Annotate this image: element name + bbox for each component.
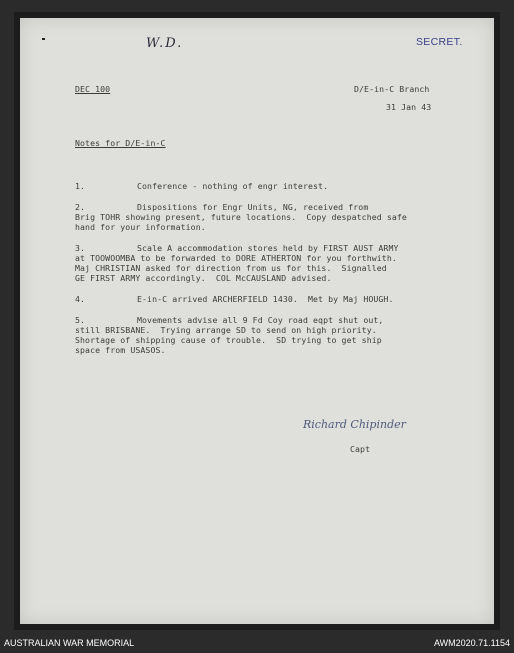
item-number: 5.: [75, 315, 86, 325]
item-line: hand for your information.: [75, 222, 206, 232]
footer-institution: AUSTRALIAN WAR MEMORIAL: [4, 638, 135, 648]
document-date: 31 Jan 43: [386, 102, 432, 112]
footer-accession-number: AWM2020.71.1154: [433, 638, 510, 648]
item-line: E-in-C arrived ARCHERFIELD 1430. Met by Maj HOUGH.: [137, 294, 394, 304]
item-number: 4.: [75, 294, 86, 304]
document-page: [20, 18, 494, 624]
item-number: 2.: [75, 202, 86, 212]
item-number: 3.: [75, 243, 86, 253]
item-line: still BRISBANE. Trying arrange SD to send on high priority.: [75, 325, 377, 335]
item-line: Movements advise all 9 Fd Coy road eqpt shut out,: [137, 315, 384, 325]
item-line: Scale A accommodation stores held by FIRST AUST ARMY: [137, 243, 399, 253]
item-line: Maj CHRISTIAN asked for direction from us for this. Signalled: [75, 263, 387, 273]
notes-title: Notes for D/E-in-C: [75, 138, 166, 148]
secret-stamp: SECRET.: [416, 36, 463, 48]
handwritten-signature: Richard Chipinder: [303, 418, 406, 431]
branch-heading: D/E-in-C Branch: [354, 84, 430, 94]
item-line: Conference - nothing of engr interest.: [137, 181, 329, 191]
punch-mark: [42, 38, 45, 40]
item-line: Dispositions for Engr Units, NG, received from: [137, 202, 369, 212]
item-line: at TOOWOOMBA to be forwarded to DORE ATHERTON for you forthwith.: [75, 253, 397, 263]
handwritten-heading: W.D.: [146, 36, 184, 51]
signatory-rank: Capt: [350, 444, 371, 454]
reference-number: DEC 100: [75, 84, 111, 94]
item-line: GE FIRST ARMY accordingly. COL McCAUSLAND advised.: [75, 273, 332, 283]
item-line: Shortage of shipping cause of trouble. SD trying to get ship: [75, 335, 382, 345]
item-line: space from USASOS.: [75, 345, 166, 355]
item-number: 1.: [75, 181, 86, 191]
item-line: Brig TOHR showing present, future locations. Copy despatched safe: [75, 212, 407, 222]
